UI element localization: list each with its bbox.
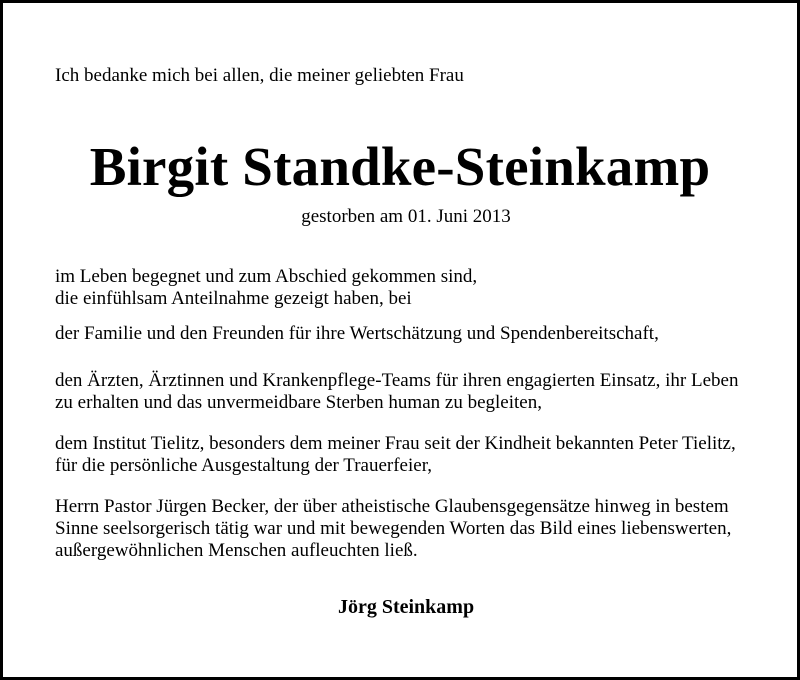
paragraph-line: außergewöhnlichen Menschen aufleuchten ließ.	[55, 540, 418, 561]
paragraph-line: die einfühlsam Anteilnahme gezeigt haben, bei	[55, 288, 412, 309]
paragraph-line: dem Institut Tielitz, besonders dem meiner Frau seit der Kindheit bekannten Peter Tielitz,	[55, 433, 736, 454]
intro-line: Ich bedanke mich bei allen, die meiner geliebten Frau	[55, 65, 464, 86]
paragraph-line: der Familie und den Freunden für ihre Wertschätzung und Spendenbereitschaft,	[55, 323, 659, 344]
paragraph-line: zu erhalten und das unvermeidbare Sterben human zu begleiten,	[55, 392, 542, 413]
paragraph-line: Sinne seelsorgerisch tätig war und mit bewegenden Worten das Bild eines liebenswerten,	[55, 518, 732, 539]
paragraph-line: für die persönliche Ausgestaltung der Trauerfeier,	[55, 455, 433, 476]
paragraph-line: im Leben begegnet und zum Abschied gekommen sind,	[55, 266, 478, 287]
deceased-name: Birgit Standke-Steinkamp	[89, 136, 711, 197]
paragraph-line: den Ärzten, Ärztinnen und Krankenpflege-Teams für ihren engagierten Einsatz, ihr Leben	[55, 370, 739, 391]
death-date: gestorben am 01. Juni 2013	[301, 206, 511, 227]
signature: Jörg Steinkamp	[337, 596, 475, 618]
paragraph-line: Herrn Pastor Jürgen Becker, der über atheistische Glaubensgegensätze hinweg in bestem	[55, 496, 729, 517]
